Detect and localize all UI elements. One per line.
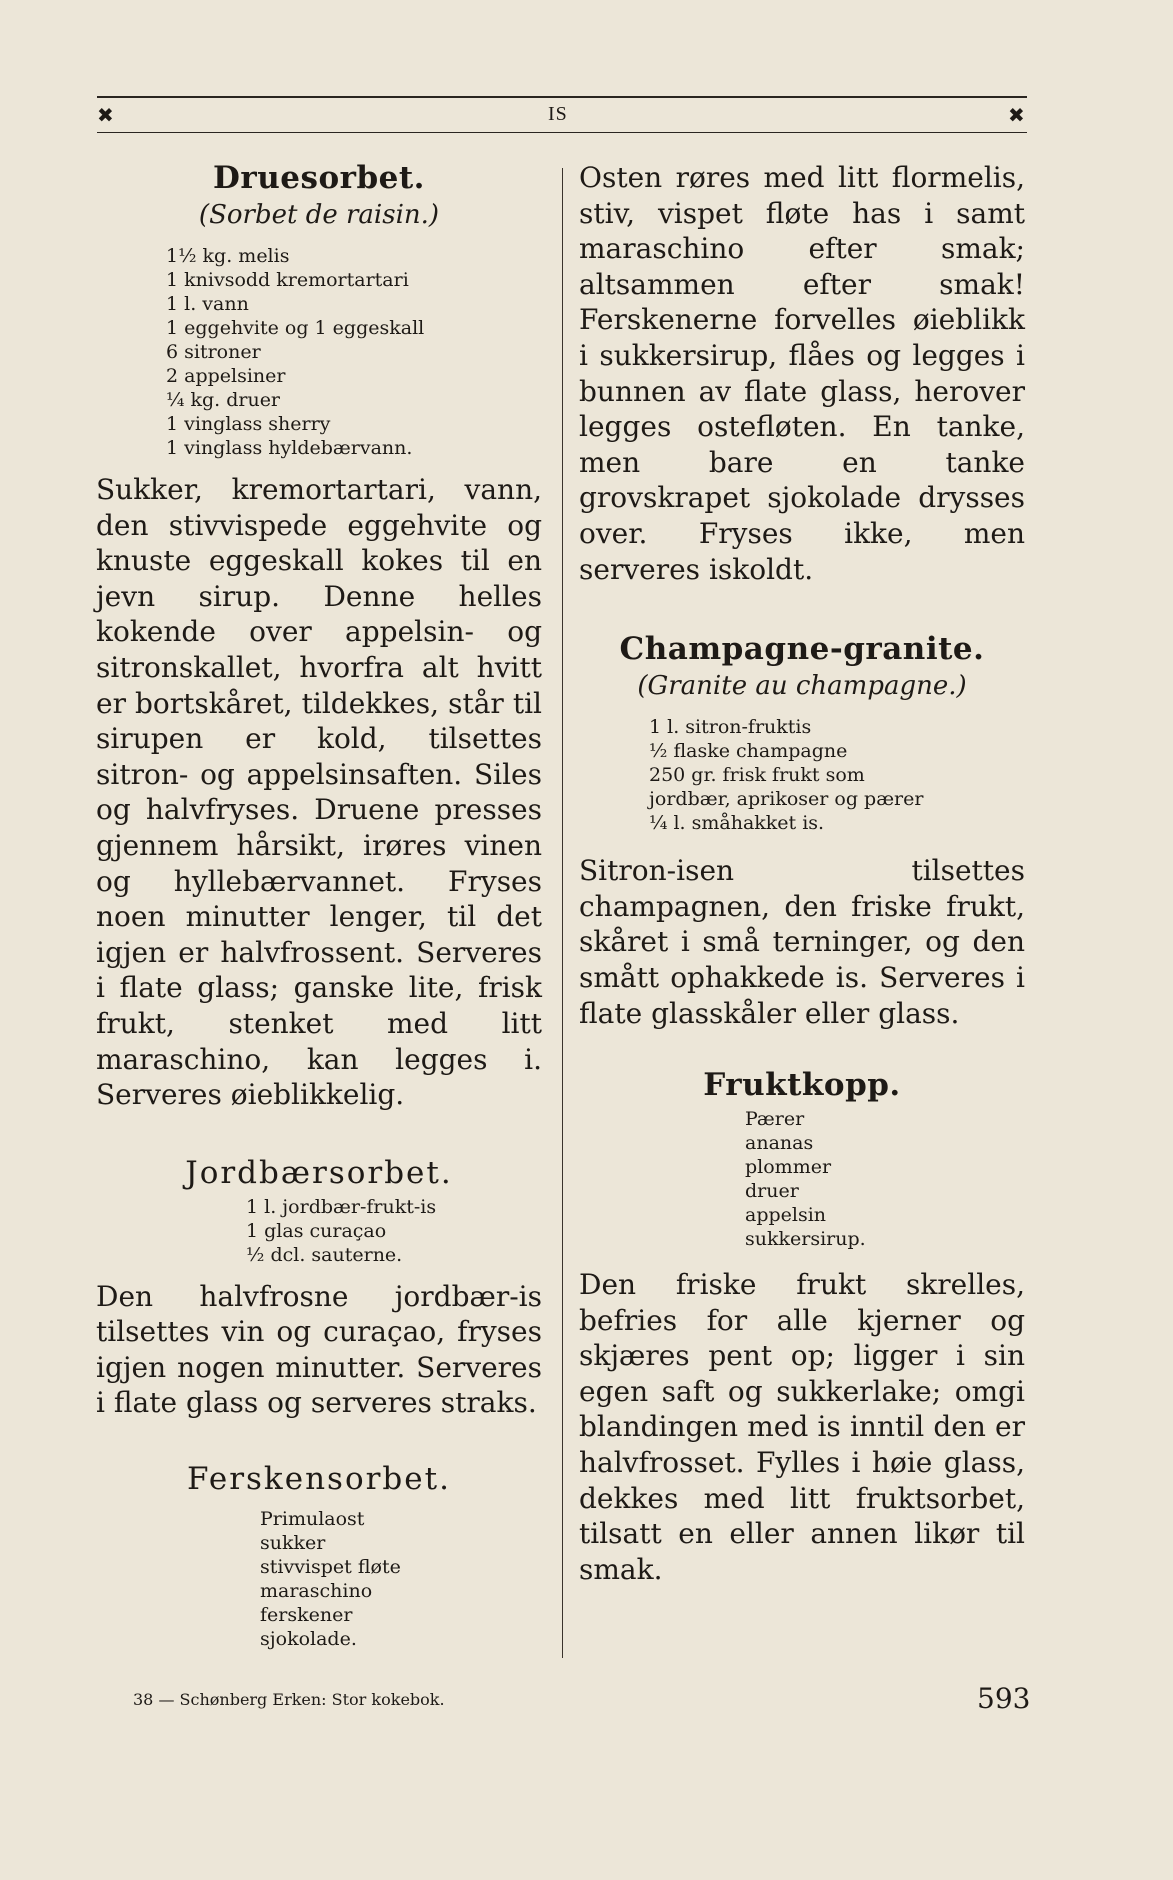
ingredient-list	[96, 1195, 542, 1267]
recipe-fruktkopp	[579, 1067, 1025, 1587]
header-top-rule	[97, 96, 1027, 98]
header-ornament-left: ✖	[97, 103, 114, 127]
printer-signature: 38 — Schønberg Erken: Stor kokebok.	[133, 1690, 445, 1709]
ingredient: 1½ kg. melis	[166, 245, 290, 267]
ingredient: sukkersirup.	[745, 1228, 866, 1251]
ingredient: 1 glas curaçao	[246, 1219, 387, 1242]
recipe-title: Jordbærsorbet.	[185, 1154, 453, 1191]
column-divider	[562, 168, 563, 1658]
ingredient: Primulaost	[260, 1508, 365, 1531]
recipe-druesorbet	[96, 160, 542, 1113]
ingredient: 1 l. jordbær-frukt-is	[246, 1195, 437, 1218]
ingredient: 1 vinglass hyldebærvann.	[166, 437, 413, 459]
ingredient: ananas	[745, 1132, 814, 1155]
recipe-subtitle: (Sorbet de raisin.)	[198, 200, 440, 230]
ingredient: 2 appelsiner	[166, 365, 286, 387]
ingredient: stivvispet fløte	[260, 1556, 401, 1579]
ingredient: ½ flaske champagne	[649, 740, 848, 763]
header-ornament-right: ✖	[1008, 103, 1025, 127]
recipe-title: Fruktkopp.	[703, 1067, 901, 1104]
ingredient: ¼ l. småhakket is.	[649, 812, 825, 835]
ingredient: 1 l. sitron-fruktis	[649, 716, 812, 739]
recipe-instructions: Sukker, kremortartari, vann, den stivvispede eggehvite og knuste eggeskall kokes til en jevn sirup. Denne helles kokende over appelsin- og sitronskallet, hvorfra alt hvitt er bortskåret, tildekkes, står til sirupen er kold, tilsettes sitron- og appelsinsaften. Siles og halvfryses. Druene presses gjennem hårsikt, irøres vinen og hyllebærvannet. Fryses noen minutter lenger, til det igjen er halvfrossent. Serveres i flate glass; ganske lite, frisk frukt, stenket med litt maraschino, kan legges i. Serveres øieblikkelig.	[96, 473, 542, 1112]
recipe-instructions: Den halvfrosne jordbær-is tilsettes vin og curaçao, fryses igjen nogen minutter. Serveres i flate glass og serveres straks.	[96, 1279, 542, 1420]
ingredient: plommer	[745, 1156, 832, 1179]
ingredient: ¼ kg. druer	[166, 389, 281, 411]
ingredient: ½ dcl. sauterne.	[246, 1243, 403, 1266]
ingredient: appelsin	[745, 1204, 827, 1227]
recipe-subtitle: (Granite au champagne.)	[637, 671, 967, 702]
recipe-instructions: Sitron-isen tilsettes champagnen, den friske frukt, skåret i små terninger, og den smått ophakkede is. Serveres i flate glasskåler eller glass.	[579, 854, 1025, 1030]
ingredient: sukker	[260, 1532, 326, 1555]
ingredient: 1 l. vann	[166, 293, 249, 315]
ingredient-list	[579, 1107, 1025, 1251]
recipe-instructions: Den friske frukt skrelles, befries for alle kjerner og skjæres pent op; ligger i sin egen saft og sukkerlake; omgi blandingen med is inntil den er halvfrosset. Fylles i høie glass, dekkes med litt fruktsorbet, tilsatt en eller annen likør til smak.	[579, 1268, 1025, 1586]
recipe-ferskensorbet	[96, 1461, 542, 1651]
recipe-ferskensorbet-continued	[579, 160, 1025, 587]
ingredient-list	[96, 1507, 542, 1651]
right-column	[579, 160, 1025, 1587]
ingredient: 1 knivsodd kremortartari	[166, 269, 409, 291]
ingredient: 250 gr. frisk frukt som jordbær, aprikoser og pærer	[649, 764, 924, 811]
ingredient-list	[96, 244, 542, 460]
recipe-jordbaersorbet	[96, 1155, 542, 1421]
header-bottom-rule	[97, 132, 1027, 133]
recipe-title: Champagne-granite.	[619, 631, 985, 668]
ingredient: maraschino	[260, 1580, 373, 1603]
running-head: IS	[548, 103, 568, 125]
ingredient: 1 eggehvite og 1 eggeskall	[166, 317, 425, 339]
recipe-title: Ferskensorbet.	[187, 1461, 451, 1498]
recipe-title: Druesorbet.	[213, 160, 425, 196]
recipe-instructions: Osten røres med litt flormelis, stiv, vispet fløte has i samt maraschino efter smak; altsammen efter smak! Ferskenerne forvelles øieblikk i sukkersirup, flåes og legges i bunnen av flate glass, herover legges ostefløten. En tanke, men bare en tanke grovskrapet sjokolade drysses over. Fryses ikke, men serveres iskoldt.	[579, 161, 1025, 586]
ingredient: ferskener	[260, 1604, 353, 1627]
ingredient: 1 vinglass sherry	[166, 413, 331, 435]
left-column	[96, 160, 542, 1651]
recipe-champagne-granite	[579, 631, 1025, 1031]
ingredient-list	[579, 715, 949, 835]
ingredient: sjokolade.	[260, 1628, 357, 1651]
page-number: 593	[977, 1682, 1031, 1715]
ingredient: druer	[745, 1180, 799, 1203]
ingredient: Pærer	[745, 1108, 805, 1131]
ingredient: 6 sitroner	[166, 341, 261, 363]
